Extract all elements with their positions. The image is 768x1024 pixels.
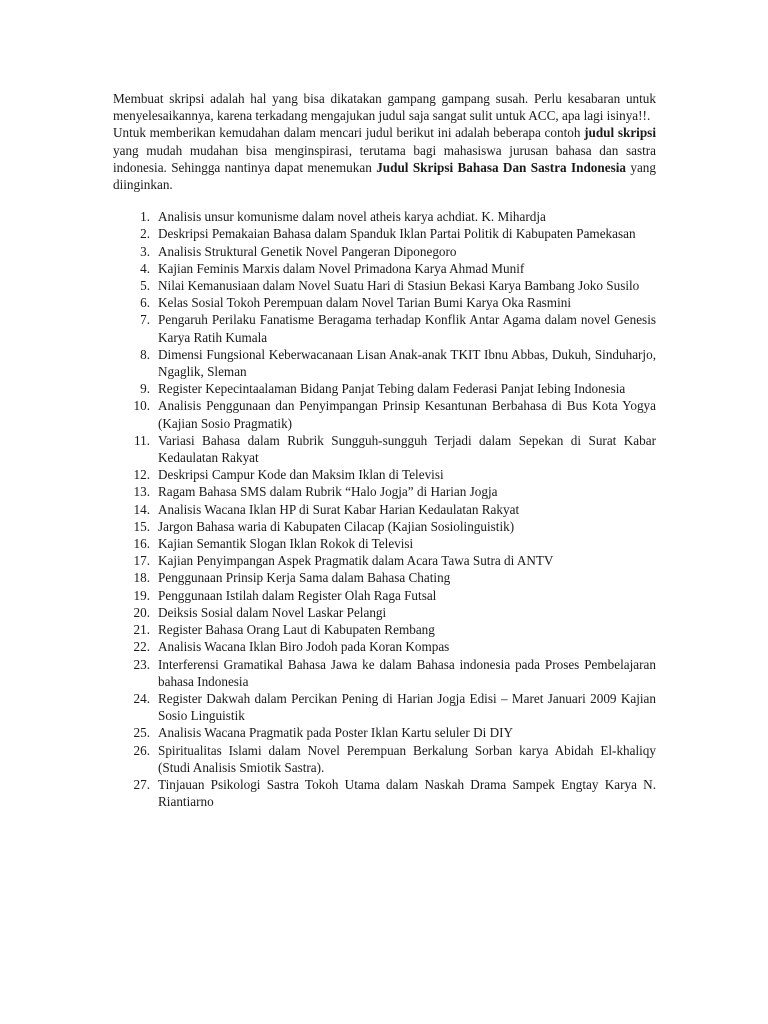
list-item-number: 2.: [140, 226, 150, 242]
list-item: [113, 311, 656, 345]
bold-judul-skripsi: judul skripsi: [584, 125, 656, 141]
intro-text-a: Untuk memberikan kemudahan dalam mencari judul berikut ini adalah beberapa contoh: [113, 125, 585, 141]
intro-paragraph-2: [113, 124, 656, 193]
list-item-number: 25.: [133, 725, 150, 741]
list-item: [113, 724, 656, 741]
list-item: [113, 260, 656, 277]
list-item-text: Jargon Bahasa waria di Kabupaten Cilacap (Kajian Sosiolinguistik): [158, 518, 515, 534]
list-item-text: Register Bahasa Orang Laut di Kabupaten Rembang: [158, 622, 435, 638]
list-item-text: Interferensi Gramatikal Bahasa Jawa ke dalam Bahasa indonesia pada Proses Pembelajaran bahasa Indonesia: [158, 656, 656, 689]
document-body: [113, 90, 656, 810]
list-item-number: 7.: [140, 312, 150, 328]
list-item-number: 9.: [140, 381, 150, 397]
list-item: [113, 432, 656, 466]
list-item-number: 16.: [133, 536, 150, 552]
list-item-text: Kajian Penyimpangan Aspek Pragmatik dalam Acara Tawa Sutra di ANTV: [158, 553, 554, 569]
list-item: [113, 552, 656, 569]
list-item-text: Tinjauan Psikologi Sastra Tokoh Utama dalam Naskah Drama Sampek Engtay Karya N. Riantiarno: [158, 776, 656, 810]
list-item: [113, 380, 656, 397]
list-item: [113, 501, 656, 518]
list-item-number: 22.: [133, 639, 150, 655]
list-item-number: 14.: [133, 501, 150, 517]
list-item-text: Deskripsi Campur Kode dan Maksim Iklan di Televisi: [158, 467, 444, 483]
list-item-text: Dimensi Fungsional Keberwacanaan Lisan Anak-anak TKIT Ibnu Abbas, Dukuh, Sinduharjo, Ngaglik, Sleman: [158, 346, 656, 380]
bold-judul-skripsi-bahasa: Judul Skripsi Bahasa Dan Sastra Indonesia: [376, 159, 626, 175]
list-item: [113, 277, 656, 294]
list-item: [113, 294, 656, 311]
list-item: [113, 225, 656, 242]
list-item: [113, 466, 656, 483]
list-item-text: Penggunaan Istilah dalam Register Olah Raga Futsal: [158, 587, 437, 603]
list-item-text: Deskripsi Pemakaian Bahasa dalam Spanduk Iklan Partai Politik di Kabupaten Pamekasan: [158, 226, 636, 242]
list-item-text: Analisis Wacana Iklan Biro Jodoh pada Koran Kompas: [158, 639, 450, 655]
list-item-number: 12.: [133, 467, 150, 483]
list-item-text: Ragam Bahasa SMS dalam Rubrik “Halo Jogja” di Harian Jogja: [158, 484, 498, 500]
list-item-number: 23.: [133, 656, 150, 672]
list-item-number: 11.: [134, 432, 150, 448]
list-item-number: 5.: [140, 278, 150, 294]
list-item-number: 3.: [140, 243, 150, 259]
list-item-number: 26.: [133, 742, 150, 758]
list-item: [113, 483, 656, 500]
list-item-number: 27.: [133, 776, 150, 792]
list-item-number: 4.: [140, 260, 150, 276]
intro-text-e: yang diinginkan.: [113, 159, 656, 193]
list-item: [113, 535, 656, 552]
list-item-number: 6.: [140, 295, 150, 311]
list-item: [113, 346, 656, 380]
list-item: [113, 742, 656, 776]
list-item-text: Register Dakwah dalam Percikan Pening di Harian Jogja Edisi – Maret Januari 2009 Kajian Sosio Linguistik: [158, 690, 656, 724]
list-item-text: Variasi Bahasa dalam Rubrik Sungguh-sungguh Terjadi dalam Sepekan di Surat Kabar Kedaulatan Rakyat: [158, 432, 656, 466]
list-item: [113, 208, 656, 225]
list-item-text: Kajian Semantik Slogan Iklan Rokok di Televisi: [158, 536, 414, 552]
list-item: [113, 569, 656, 586]
list-item: [113, 397, 656, 431]
list-item: [113, 776, 656, 810]
list-item-text: Analisis Struktural Genetik Novel Pangeran Diponegoro: [158, 243, 457, 259]
list-item: [113, 656, 656, 690]
list-item-text: Analisis Wacana Pragmatik pada Poster Iklan Kartu seluler Di DIY: [158, 725, 514, 741]
list-item: [113, 690, 656, 724]
list-item-text: Nilai Kemanusiaan dalam Novel Suatu Hari di Stasiun Bekasi Karya Bambang Joko Susilo: [158, 278, 640, 294]
list-item-number: 13.: [133, 484, 150, 500]
list-item-text: Analisis unsur komunisme dalam novel atheis karya achdiat. K. Mihardja: [158, 209, 546, 225]
list-item-number: 8.: [140, 346, 150, 362]
list-item: [113, 518, 656, 535]
list-item-number: 24.: [133, 690, 150, 706]
list-item-text: Spiritualitas Islami dalam Novel Perempuan Berkalung Sorban karya Abidah El-khaliqy (Studi Analisis Smiotik Sastra).: [158, 742, 656, 775]
list-item-number: 19.: [133, 587, 150, 603]
list-item-number: 18.: [133, 570, 150, 586]
list-item-text: Kajian Feminis Marxis dalam Novel Primadona Karya Ahmad Munif: [158, 260, 525, 276]
list-item-text: Deiksis Sosial dalam Novel Laskar Pelangi: [158, 604, 387, 620]
list-item-number: 20.: [133, 604, 150, 620]
list-item: [113, 621, 656, 638]
list-item-number: 15.: [133, 518, 150, 534]
list-item-number: 17.: [133, 553, 150, 569]
list-item-text: Analisis Penggunaan dan Penyimpangan Prinsip Kesantunan Berbahasa di Bus Kota Yogya (Kajian Sosio Pragmatik): [158, 398, 656, 431]
list-item: [113, 638, 656, 655]
list-item-number: 10.: [133, 398, 150, 414]
intro-text-c: yang mudah mudahan bisa menginspirasi, terutama bagi mahasiswa jurusan bahasa dan sastra indonesia. Sehingga nantinya dapat menemukan: [113, 142, 656, 175]
list-item-text: Analisis Wacana Iklan HP di Surat Kabar Harian Kedaulatan Rakyat: [158, 501, 520, 517]
intro-paragraph-1: Membuat skripsi adalah hal yang bisa dikatakan gampang gampang susah. Perlu kesabaran untuk menyelesaikannya, karena terkadang mengajukan judul saja sangat sulit untuk ACC, apa lagi isinya!!.: [113, 91, 656, 124]
list-item-text: Kelas Sosial Tokoh Perempuan dalam Novel Tarian Bumi Karya Oka Rasmini: [158, 295, 571, 311]
list-item-number: 21.: [133, 622, 150, 638]
list-item-text: Register Kepecintaalaman Bidang Panjat Tebing dalam Federasi Panjat Iebing Indonesia: [158, 381, 626, 397]
list-item: [113, 243, 656, 260]
list-item-number: 1.: [140, 209, 150, 225]
thesis-title-list: [113, 208, 656, 810]
list-item-text: Penggunaan Prinsip Kerja Sama dalam Bahasa Chating: [158, 570, 451, 586]
list-item: [113, 587, 656, 604]
list-item: [113, 604, 656, 621]
list-item-text: Pengaruh Perilaku Fanatisme Beragama terhadap Konflik Antar Agama dalam novel Genesis Karya Ratih Kumala: [158, 312, 656, 345]
